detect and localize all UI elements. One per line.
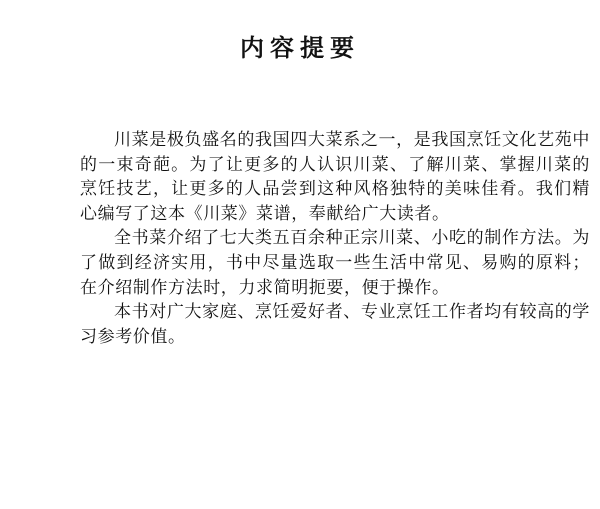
paragraph-intro: 川菜是极负盛名的我国四大菜系之一，是我国烹饪文化艺苑中的一束奇葩。为了让更多的人认识川菜、了解川菜、掌握川菜的烹饪技艺，让更多的人品尝到这种风格独特的美味佳肴。我们精心编写了这本《川菜》菜谱，奉献给广大读者。 [80, 130, 590, 224]
page-title: 内容提要 [240, 34, 360, 62]
document-body [80, 128, 590, 349]
paragraph-contents: 全书菜介绍了七大类五百余种正宗川菜、小吃的制作方法。为了做到经济实用，书中尽量选取一些生活中常见、易购的原料；在介绍制作方法时，力求简明扼要，便于操作。 [80, 228, 590, 298]
paragraph-audience: 本书对广大家庭、烹饪爱好者、专业烹饪工作者均有较高的学习参考价值。 [80, 302, 590, 347]
